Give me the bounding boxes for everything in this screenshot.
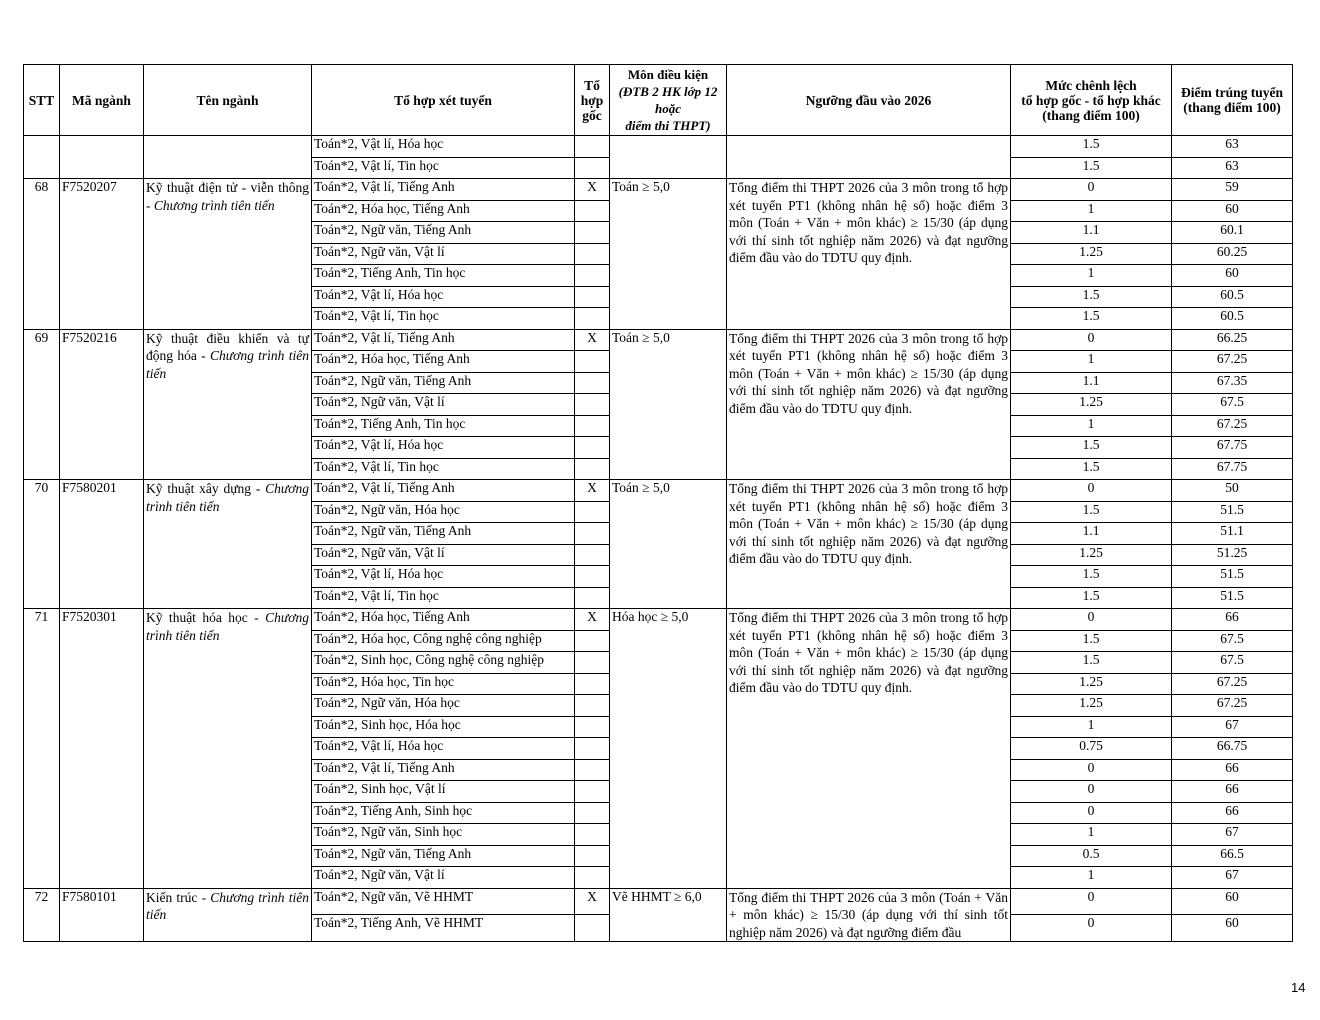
- score-cell: 67: [1172, 824, 1293, 846]
- stt-cell: [24, 136, 60, 179]
- combo-cell: Toán*2, Hóa học, Tiếng Anh: [312, 351, 575, 373]
- score-cell: 67.5: [1172, 394, 1293, 416]
- combo-cell: Toán*2, Ngữ văn, Tiếng Anh: [312, 372, 575, 394]
- score-cell: 66: [1172, 781, 1293, 803]
- combo-cell: Toán*2, Vật lí, Tin học: [312, 157, 575, 179]
- base-cell: [575, 523, 610, 545]
- diff-cell: 0: [1011, 759, 1172, 781]
- base-cell: [575, 738, 610, 760]
- base-cell: [575, 372, 610, 394]
- base-cell: [575, 351, 610, 373]
- diff-cell: 1.5: [1011, 652, 1172, 674]
- code-cell: [60, 136, 144, 179]
- header-threshold: Ngưỡng đầu vào 2026: [727, 65, 1011, 136]
- score-cell: 66: [1172, 759, 1293, 781]
- score-cell: 51.1: [1172, 523, 1293, 545]
- score-cell: 60: [1172, 888, 1293, 915]
- score-cell: 60.1: [1172, 222, 1293, 244]
- base-cell: [575, 136, 610, 158]
- program-code: F7520207: [60, 179, 144, 330]
- diff-cell: 1.5: [1011, 630, 1172, 652]
- score-cell: 60: [1172, 915, 1293, 942]
- diff-cell: 1: [1011, 200, 1172, 222]
- diff-cell: 0: [1011, 781, 1172, 803]
- condition-cell: Toán ≥ 5,0: [610, 179, 727, 330]
- diff-cell: 1: [1011, 867, 1172, 889]
- diff-cell: 1.1: [1011, 222, 1172, 244]
- diff-cell: 1.5: [1011, 437, 1172, 459]
- base-cell: [575, 501, 610, 523]
- base-cell: [575, 759, 610, 781]
- combo-cell: Toán*2, Vật lí, Tiếng Anh: [312, 759, 575, 781]
- score-cell: 67.5: [1172, 630, 1293, 652]
- score-cell: 66.25: [1172, 329, 1293, 351]
- diff-cell: 0: [1011, 802, 1172, 824]
- program-name-italic: Chương trình tiên tiến: [153, 197, 275, 213]
- stt-cell: 68: [24, 179, 60, 330]
- base-cell: X: [575, 609, 610, 631]
- score-cell: 66: [1172, 802, 1293, 824]
- combo-cell: Toán*2, Hóa học, Tiếng Anh: [312, 609, 575, 631]
- score-cell: 50: [1172, 480, 1293, 502]
- score-cell: 67.35: [1172, 372, 1293, 394]
- base-cell: [575, 415, 610, 437]
- table-row: [24, 609, 1293, 631]
- combo-cell: Toán*2, Vật lí, Tiếng Anh: [312, 329, 575, 351]
- diff-cell: 1: [1011, 824, 1172, 846]
- threshold-cell: [727, 136, 1011, 179]
- table-row: [24, 179, 1293, 201]
- threshold-cell: Tổng điểm thi THPT 2026 của 3 môn (Toán + Văn + môn khác) ≥ 15/30 (áp dụng với thí sinh tốt nghiệp năm 2026) và đạt ngưỡng điểm đầu: [727, 888, 1011, 942]
- score-cell: 67.25: [1172, 351, 1293, 373]
- threshold-cell: Tổng điểm thi THPT 2026 của 3 môn trong tổ hợp xét tuyển PT1 (không nhân hệ số) hoặc điểm 3 môn (Toán + Văn + môn khác) ≥ 15/30 (áp dụng với thí sinh tốt nghiệp năm 2026) và đạt ngưỡng điểm đầu vào do TDTU quy định.: [727, 329, 1011, 480]
- diff-cell: 1.25: [1011, 695, 1172, 717]
- header-base-combo: Tổ hợp gốc: [575, 65, 610, 136]
- base-cell: [575, 716, 610, 738]
- combo-cell: Toán*2, Tiếng Anh, Sinh học: [312, 802, 575, 824]
- program-name-main: Kỹ thuật xây dựng -: [146, 481, 266, 496]
- base-cell: [575, 265, 610, 287]
- diff-cell: 1.5: [1011, 308, 1172, 330]
- base-cell: [575, 394, 610, 416]
- combo-cell: Toán*2, Vật lí, Hóa học: [312, 738, 575, 760]
- base-cell: [575, 845, 610, 867]
- score-cell: 67.25: [1172, 673, 1293, 695]
- diff-cell: 1.5: [1011, 587, 1172, 609]
- base-cell: [575, 544, 610, 566]
- diff-cell: 1.5: [1011, 286, 1172, 308]
- diff-cell: 0: [1011, 888, 1172, 915]
- diff-cell: 1: [1011, 351, 1172, 373]
- program-name: [144, 480, 312, 609]
- header-diff: Mức chênh lệch tổ hợp gốc - tổ hợp khác (thang điểm 100): [1011, 65, 1172, 136]
- combo-cell: Toán*2, Hóa học, Tin học: [312, 673, 575, 695]
- header-score: Điểm trúng tuyển (thang điểm 100): [1172, 65, 1293, 136]
- program-name-italic: Chương trình tiên tiến: [146, 348, 309, 381]
- program-name: [144, 609, 312, 889]
- base-cell: [575, 437, 610, 459]
- condition-cell: Toán ≥ 5,0: [610, 480, 727, 609]
- program-code: F7520216: [60, 329, 144, 480]
- diff-cell: 1: [1011, 415, 1172, 437]
- program-name-italic: Chương trình tiên tiến: [146, 481, 309, 514]
- base-cell: [575, 243, 610, 265]
- base-cell: [575, 200, 610, 222]
- base-cell: X: [575, 329, 610, 351]
- condition-cell: Hóa học ≥ 5,0: [610, 609, 727, 889]
- base-cell: [575, 652, 610, 674]
- table-row: [24, 329, 1293, 351]
- condition-cell: Toán ≥ 5,0: [610, 329, 727, 480]
- combo-cell: Toán*2, Tiếng Anh, Vẽ HHMT: [312, 915, 575, 942]
- page-number: 14: [1291, 980, 1306, 995]
- score-cell: 67: [1172, 716, 1293, 738]
- base-cell: [575, 222, 610, 244]
- program-name-main: Kỹ thuật hóa học -: [146, 610, 266, 625]
- combo-cell: Toán*2, Vật lí, Hóa học: [312, 566, 575, 588]
- program-name-main: Kiến trúc -: [146, 889, 211, 905]
- diff-cell: 1.5: [1011, 157, 1172, 179]
- combo-cell: Toán*2, Vật lí, Tin học: [312, 587, 575, 609]
- score-cell: 59: [1172, 179, 1293, 201]
- base-cell: [575, 867, 610, 889]
- combo-cell: Toán*2, Ngữ văn, Vật lí: [312, 394, 575, 416]
- header-code: Mã ngành: [60, 65, 144, 136]
- header-stt: STT: [24, 65, 60, 136]
- combo-cell: Toán*2, Ngữ văn, Hóa học: [312, 695, 575, 717]
- condition-cell: Vẽ HHMT ≥ 6,0: [610, 888, 727, 942]
- score-cell: 63: [1172, 136, 1293, 158]
- diff-cell: 1.5: [1011, 136, 1172, 158]
- score-cell: 67.25: [1172, 415, 1293, 437]
- combo-cell: Toán*2, Vật lí, Tin học: [312, 308, 575, 330]
- base-cell: [575, 695, 610, 717]
- diff-cell: 1: [1011, 716, 1172, 738]
- program-name-italic: Chương trình tiên tiến: [146, 610, 309, 643]
- header-name: Tên ngành: [144, 65, 312, 136]
- diff-cell: 1.1: [1011, 372, 1172, 394]
- program-code: F7520301: [60, 609, 144, 889]
- combo-cell: Toán*2, Vật lí, Tin học: [312, 458, 575, 480]
- base-cell: [575, 915, 610, 942]
- combo-cell: Toán*2, Ngữ văn, Vật lí: [312, 243, 575, 265]
- combo-cell: Toán*2, Tiếng Anh, Tin học: [312, 415, 575, 437]
- program-code: F7580201: [60, 480, 144, 609]
- combo-cell: Toán*2, Vật lí, Tiếng Anh: [312, 480, 575, 502]
- score-cell: 67.75: [1172, 437, 1293, 459]
- diff-cell: 1.25: [1011, 243, 1172, 265]
- combo-cell: Toán*2, Sinh học, Vật lí: [312, 781, 575, 803]
- program-name-main: Kỹ thuật điều khiển và tự động hóa -: [146, 330, 309, 363]
- threshold-cell: Tổng điểm thi THPT 2026 của 3 môn trong tổ hợp xét tuyển PT1 (không nhân hệ số) hoặc điểm 3 môn (Toán + Văn + môn khác) ≥ 15/30 (áp dụng với thí sinh tốt nghiệp năm 2026) và đạt ngưỡng điểm đầu vào do TDTU quy định.: [727, 609, 1011, 889]
- combo-cell: Toán*2, Ngữ văn, Tiếng Anh: [312, 845, 575, 867]
- combo-cell: Toán*2, Ngữ văn, Vật lí: [312, 544, 575, 566]
- score-cell: 51.25: [1172, 544, 1293, 566]
- base-cell: [575, 673, 610, 695]
- diff-cell: 0: [1011, 179, 1172, 201]
- condition-cell: [610, 136, 727, 179]
- threshold-cell: Tổng điểm thi THPT 2026 của 3 môn trong tổ hợp xét tuyển PT1 (không nhân hệ số) hoặc điểm 3 môn (Toán + Văn + môn khác) ≥ 15/30 (áp dụng với thí sinh tốt nghiệp năm 2026) và đạt ngưỡng điểm đầu vào do TDTU quy định.: [727, 179, 1011, 330]
- program-name-main: Kỹ thuật điện tử - viễn thông -: [146, 180, 309, 213]
- score-cell: 60.25: [1172, 243, 1293, 265]
- score-cell: 66.5: [1172, 845, 1293, 867]
- table-body: [24, 136, 1293, 942]
- diff-cell: 0: [1011, 915, 1172, 942]
- stt-cell: 72: [24, 888, 60, 942]
- combo-cell: Toán*2, Vật lí, Hóa học: [312, 286, 575, 308]
- score-cell: 51.5: [1172, 566, 1293, 588]
- combo-cell: Toán*2, Vật lí, Hóa học: [312, 136, 575, 158]
- program-name: [144, 179, 312, 330]
- diff-cell: 1.25: [1011, 544, 1172, 566]
- stt-cell: 69: [24, 329, 60, 480]
- base-cell: [575, 157, 610, 179]
- table-row: [24, 136, 1293, 158]
- base-cell: [575, 587, 610, 609]
- diff-cell: 0: [1011, 609, 1172, 631]
- base-cell: X: [575, 888, 610, 915]
- combo-cell: Toán*2, Sinh học, Công nghệ công nghiệp: [312, 652, 575, 674]
- combo-cell: Toán*2, Hóa học, Tiếng Anh: [312, 200, 575, 222]
- score-cell: 67.75: [1172, 458, 1293, 480]
- combo-cell: Toán*2, Ngữ văn, Tiếng Anh: [312, 222, 575, 244]
- diff-cell: 0: [1011, 329, 1172, 351]
- header-combo: Tổ hợp xét tuyển: [312, 65, 575, 136]
- score-cell: 67.25: [1172, 695, 1293, 717]
- stt-cell: 71: [24, 609, 60, 889]
- program-name: [144, 329, 312, 480]
- score-cell: 51.5: [1172, 501, 1293, 523]
- score-cell: 60.5: [1172, 286, 1293, 308]
- base-cell: [575, 781, 610, 803]
- base-cell: [575, 458, 610, 480]
- score-cell: 60: [1172, 265, 1293, 287]
- diff-cell: 1.5: [1011, 458, 1172, 480]
- combo-cell: Toán*2, Tiếng Anh, Tin học: [312, 265, 575, 287]
- name-cell: [144, 136, 312, 179]
- score-cell: 60.5: [1172, 308, 1293, 330]
- table-row: [24, 480, 1293, 502]
- base-cell: X: [575, 179, 610, 201]
- threshold-cell: Tổng điểm thi THPT 2026 của 3 môn trong tổ hợp xét tuyển PT1 (không nhân hệ số) hoặc điểm 3 môn (Toán + Văn + môn khác) ≥ 15/30 (áp dụng với thí sinh tốt nghiệp năm 2026) và đạt ngưỡng điểm đầu vào do TDTU quy định.: [727, 480, 1011, 609]
- diff-cell: 1.5: [1011, 501, 1172, 523]
- base-cell: [575, 566, 610, 588]
- diff-cell: 0.75: [1011, 738, 1172, 760]
- admission-table: [23, 64, 1293, 942]
- combo-cell: Toán*2, Vật lí, Tiếng Anh: [312, 179, 575, 201]
- score-cell: 67: [1172, 867, 1293, 889]
- base-cell: [575, 308, 610, 330]
- score-cell: 51.5: [1172, 587, 1293, 609]
- program-code: F7580101: [60, 888, 144, 942]
- combo-cell: Toán*2, Ngữ văn, Hóa học: [312, 501, 575, 523]
- diff-cell: 0: [1011, 480, 1172, 502]
- header-row: [24, 65, 1293, 136]
- stt-cell: 70: [24, 480, 60, 609]
- score-cell: 66.75: [1172, 738, 1293, 760]
- combo-cell: Toán*2, Ngữ văn, Vật lí: [312, 867, 575, 889]
- diff-cell: 1: [1011, 265, 1172, 287]
- base-cell: X: [575, 480, 610, 502]
- diff-cell: 1.1: [1011, 523, 1172, 545]
- combo-cell: Toán*2, Ngữ văn, Vẽ HHMT: [312, 888, 575, 915]
- base-cell: [575, 802, 610, 824]
- combo-cell: Toán*2, Hóa học, Công nghệ công nghiệp: [312, 630, 575, 652]
- program-name: [144, 888, 312, 942]
- base-cell: [575, 286, 610, 308]
- score-cell: 67.5: [1172, 652, 1293, 674]
- header-condition: Môn điều kiện (ĐTB 2 HK lớp 12 hoặc điểm thi THPT): [610, 65, 727, 136]
- program-name-italic: Chương trình tiên tiến: [146, 889, 309, 922]
- combo-cell: Toán*2, Ngữ văn, Tiếng Anh: [312, 523, 575, 545]
- score-cell: 63: [1172, 157, 1293, 179]
- combo-cell: Toán*2, Sinh học, Hóa học: [312, 716, 575, 738]
- diff-cell: 1.25: [1011, 394, 1172, 416]
- combo-cell: Toán*2, Ngữ văn, Sinh học: [312, 824, 575, 846]
- score-cell: 60: [1172, 200, 1293, 222]
- score-cell: 66: [1172, 609, 1293, 631]
- diff-cell: 0.5: [1011, 845, 1172, 867]
- combo-cell: Toán*2, Vật lí, Hóa học: [312, 437, 575, 459]
- table-row: [24, 888, 1293, 915]
- diff-cell: 1.5: [1011, 566, 1172, 588]
- base-cell: [575, 824, 610, 846]
- diff-cell: 1.25: [1011, 673, 1172, 695]
- base-cell: [575, 630, 610, 652]
